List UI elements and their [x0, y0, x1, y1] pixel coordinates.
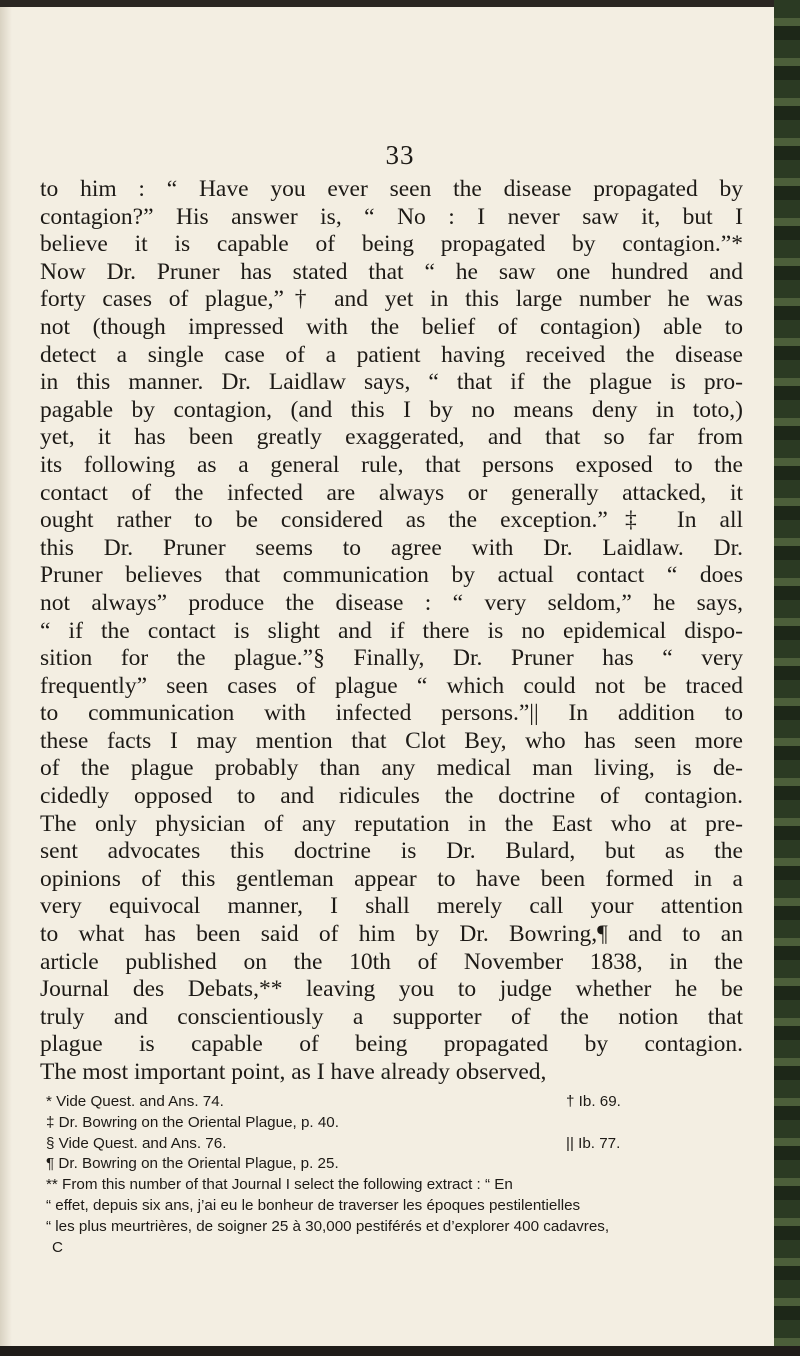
footnote-row	[46, 1092, 746, 1113]
body-line: believe it is capable of being propagated by contagion.”*	[40, 231, 743, 258]
body-line: in this manner. Dr. Laidlaw says, “ that if the plague is pro-	[40, 369, 743, 396]
body-line: contagion?” His answer is, “ No : I never saw it, but I	[40, 203, 743, 230]
footnote-row	[46, 1134, 746, 1155]
body-line: pagable by contagion, (and this I by no means deny in toto,)	[40, 396, 743, 423]
body-line: very equivocal manner, I shall merely call your attention	[40, 893, 743, 920]
footnote-section: § Vide Quest. and Ans. 76.	[46, 1134, 227, 1152]
body-line: not always” produce the disease : “ very seldom,” he says,	[40, 589, 743, 616]
body-line: plague is capable of being propagated by contagion.	[40, 1031, 743, 1058]
body-line: sent advocates this doctrine is Dr. Bulard, but as the	[40, 838, 743, 865]
page-gutter-shadow	[0, 0, 12, 1356]
footnote-quote-line: “ les plus meurtrières, de soigner 25 à 30,000 pestiférés et d’explorer 400 cadavres,	[46, 1217, 610, 1235]
body-line: ought rather to be considered as the exception.”‡ In all	[40, 507, 743, 534]
footnotes	[46, 1092, 746, 1258]
body-line: this Dr. Pruner seems to agree with Dr. Laidlaw. Dr.	[40, 534, 743, 561]
body-line: its following as a general rule, that persons exposed to the	[40, 451, 743, 478]
footnote-parallel: || Ib. 77.	[566, 1134, 621, 1152]
body-line: Journal des Debats,** leaving you to judge whether he be	[40, 976, 743, 1003]
body-line: frequently” seen cases of plague “ which could not be traced	[40, 672, 743, 699]
body-line: Now Dr. Pruner has stated that “ he saw one hundred and	[40, 258, 743, 285]
body-line: to him : “ Have you ever seen the disease propagated by	[40, 176, 743, 202]
footnote-double-dagger: ‡ Dr. Bowring on the Oriental Plague, p. 40.	[46, 1113, 339, 1131]
body-line: sition for the plague.”§ Finally, Dr. Pruner has “ very	[40, 645, 743, 672]
body-line: not (though impressed with the belief of contagion) able to	[40, 313, 743, 340]
footnote-double-star: ** From this number of that Journal I select the following extract : “ En	[46, 1176, 513, 1194]
body-line: The only physician of any reputation in the East who at pre-	[40, 810, 743, 837]
body-line: Pruner believes that communication by actual contact “ does	[40, 562, 743, 589]
scan-bottom-edge	[0, 1346, 800, 1356]
body-line: of the plague probably than any medical man living, is de-	[40, 755, 743, 782]
body-line: article published on the 10th of November 1838, in the	[40, 948, 743, 975]
body-line: these facts I may mention that Clot Bey, who has seen more	[40, 727, 743, 754]
book-binding-edge	[774, 0, 800, 1356]
body-line: opinions of this gentleman appear to have been formed in a	[40, 865, 743, 892]
body-line: to communication with infected persons.”|| In addition to	[40, 700, 743, 727]
scan-top-edge	[0, 0, 800, 7]
body-line: truly and conscientiously a supporter of the notion that	[40, 1003, 743, 1030]
footnote-pilcrow: ¶ Dr. Bowring on the Oriental Plague, p. 25.	[46, 1155, 339, 1173]
body-line: contact of the infected are always or generally attacked, it	[40, 479, 743, 506]
footnote-quote-line: “ effet, depuis six ans, j’ai eu le bonheur de traverser les époques pestilentielles	[46, 1196, 581, 1214]
signature-mark: C	[52, 1238, 63, 1256]
body-line: The most important point, as I have already observed,	[40, 1059, 547, 1085]
body-line: yet, it has been greatly exaggerated, and that so far from	[40, 424, 743, 451]
body-line: “ if the contact is slight and if there is no epidemical dispo-	[40, 617, 743, 644]
body-line: to what has been said of him by Dr. Bowring,¶ and to an	[40, 921, 743, 948]
body-line: cidedly opposed to and ridicules the doctrine of contagion.	[40, 783, 743, 810]
footnote-dagger: † Ib. 69.	[566, 1093, 621, 1110]
body-line: forty cases of plague,”† and yet in this large number he was	[40, 286, 743, 313]
footnote-star: * Vide Quest. and Ans. 74.	[46, 1093, 224, 1110]
body-text	[40, 176, 743, 1087]
page-number: 33	[385, 140, 415, 170]
body-line: detect a single case of a patient having received the disease	[40, 341, 743, 368]
